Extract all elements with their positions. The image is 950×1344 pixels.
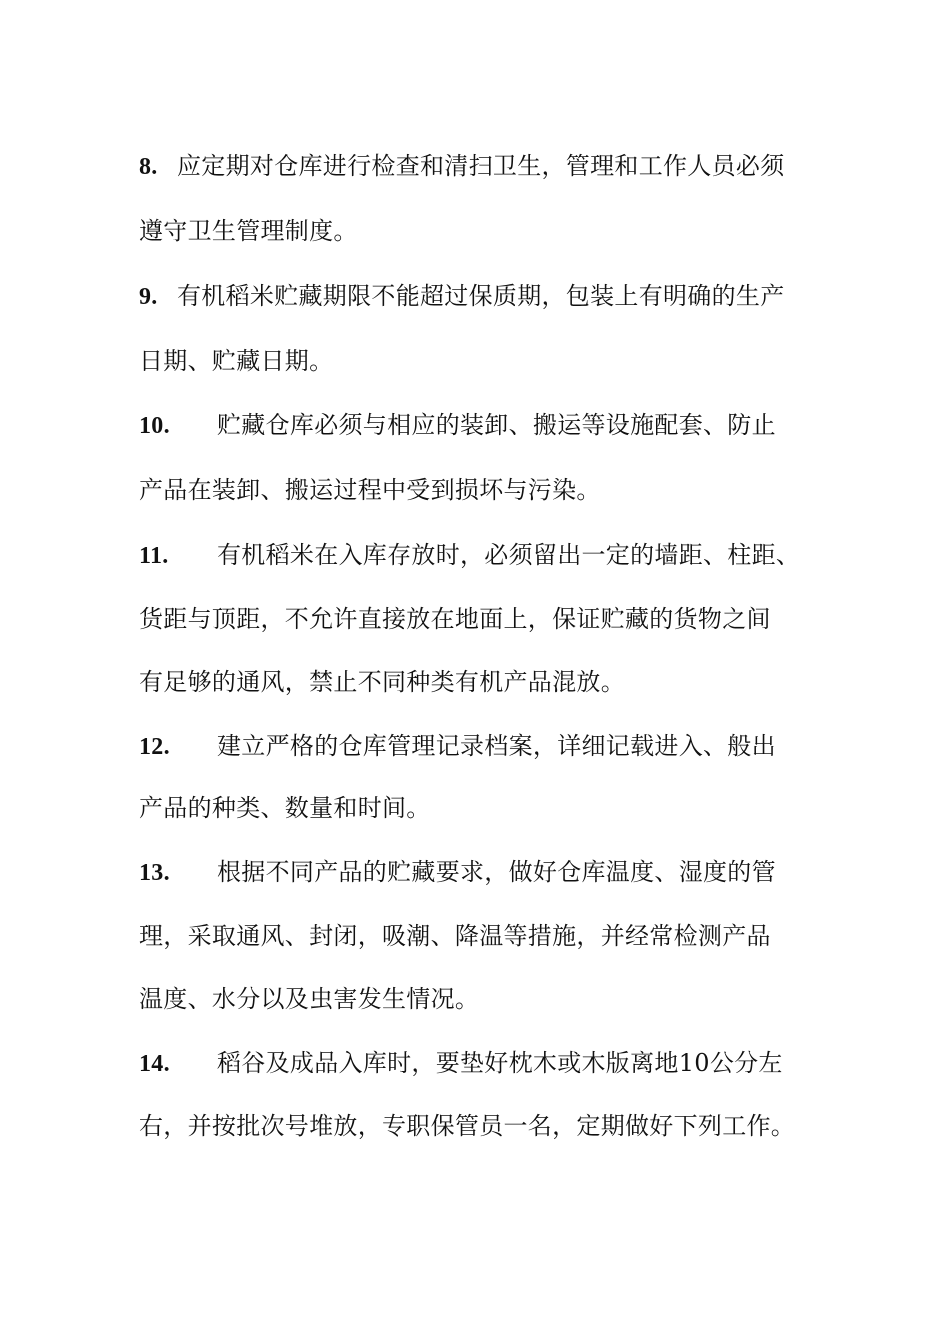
item-text: 根据不同产品的贮藏要求，做好仓库温度、湿度的管: [217, 858, 776, 886]
item-11-line-2: [139, 599, 839, 639]
item-12-line-1: [139, 726, 839, 766]
item-9-line-2: [139, 341, 839, 381]
item-text: 贮藏仓库必须与相应的装卸、搬运等设施配套、防止: [217, 411, 776, 439]
item-text: 有机稻米贮藏期限不能超过保质期，包装上有明确的生产: [177, 282, 785, 310]
item-9-line-1: [139, 276, 839, 316]
item-text: 有足够的通风，禁止不同种类有机产品混放。: [139, 668, 625, 696]
item-10-line-2: [139, 470, 839, 510]
item-text: 有机稻米在入库存放时，必须留出一定的墙距、柱距、: [217, 541, 801, 569]
item-13-line-2: [139, 916, 839, 956]
item-number: 11.: [139, 543, 169, 569]
item-text: 应定期对仓库进行检查和清扫卫生，管理和工作人员必须: [177, 152, 785, 180]
item-text: 日期、贮藏日期。: [139, 347, 334, 375]
item-14-line-1: [139, 1043, 839, 1083]
item-text: 货距与顶距，不允许直接放在地面上，保证贮藏的货物之间: [139, 605, 771, 633]
item-text: 建立严格的仓库管理记录档案，详细记载进入、般出: [217, 732, 776, 760]
item-number: 14.: [139, 1051, 170, 1077]
item-8-line-1: [139, 146, 839, 186]
item-8-line-2: [139, 211, 839, 251]
item-11-line-3: [139, 662, 839, 702]
item-14-line-2: [139, 1106, 839, 1146]
item-text: 产品的种类、数量和时间。: [139, 794, 431, 822]
item-text: 遵守卫生管理制度。: [139, 217, 358, 245]
item-number: 8.: [139, 154, 158, 180]
item-number: 12.: [139, 734, 170, 760]
item-11-line-1: [139, 535, 839, 575]
item-number: 9.: [139, 284, 158, 310]
item-13-line-3: [139, 979, 839, 1019]
item-number: 13.: [139, 860, 170, 886]
item-text: 温度、水分以及虫害发生情况。: [139, 985, 480, 1013]
item-13-line-1: [139, 852, 839, 892]
item-text: 产品在装卸、搬运过程中受到损坏与污染。: [139, 476, 601, 504]
item-12-line-2: [139, 788, 839, 828]
item-text: 右，并按批次号堆放，专职保管员一名，定期做好下列工作。: [139, 1112, 796, 1140]
item-number: 10.: [139, 413, 170, 439]
item-10-line-1: [139, 405, 839, 445]
item-text: 稻谷及成品入库时，要垫好枕木或木版离地10公分左: [217, 1049, 783, 1077]
item-text: 理，采取通风、封闭，吸潮、降温等措施，并经常检测产品: [139, 922, 771, 950]
